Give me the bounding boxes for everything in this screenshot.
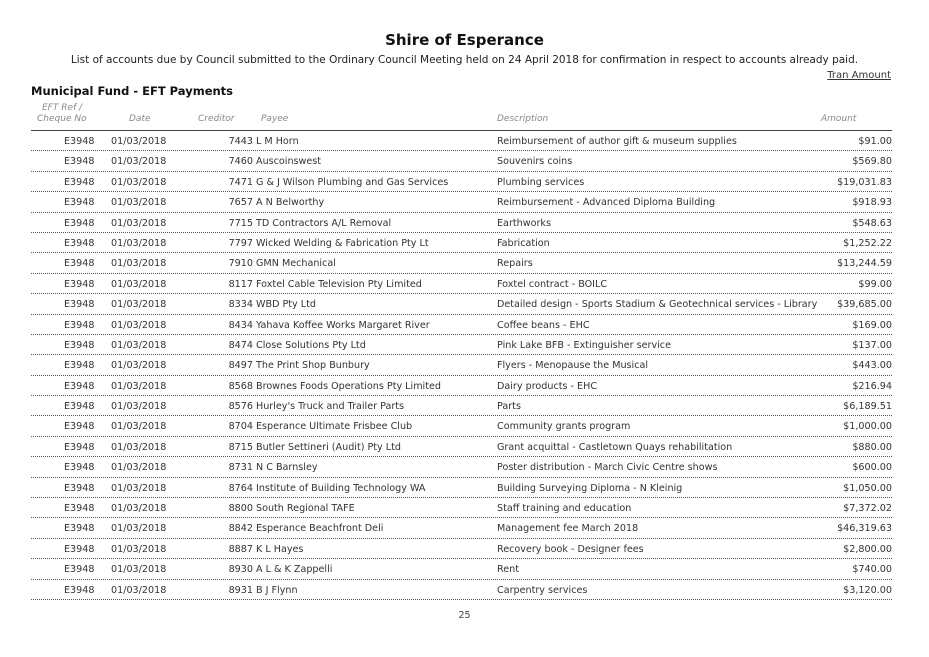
- cell-eft-ref: E3948: [64, 339, 95, 351]
- cell-eft-ref: E3948: [64, 584, 95, 596]
- cell-amount: $740.00: [852, 564, 892, 576]
- table-row: [31, 192, 892, 212]
- col-header-description: Description: [497, 114, 549, 124]
- cell-payee: Esperance Ultimate Frisbee Club: [256, 421, 413, 433]
- cell-description: Earthworks: [497, 217, 551, 229]
- cell-description: Community grants program: [497, 421, 631, 433]
- table-row: [31, 172, 892, 192]
- cell-amount: $91.00: [858, 136, 892, 147]
- table-row: [31, 355, 892, 375]
- cell-amount: $1,000.00: [843, 421, 892, 433]
- cell-creditor: 7460: [228, 156, 253, 168]
- col-header-amount: Amount: [821, 114, 857, 124]
- cell-creditor: 8576: [228, 401, 253, 413]
- cell-description: Building Surveying Diploma - N Kleinig: [497, 482, 683, 494]
- cell-creditor: 7715: [228, 217, 253, 229]
- cell-eft-ref: E3948: [64, 237, 95, 249]
- cell-date: 01/03/2018: [111, 584, 167, 596]
- cell-description: Repairs: [497, 258, 533, 270]
- cell-amount: $39,685.00: [837, 299, 892, 311]
- cell-creditor: 7657: [228, 197, 253, 209]
- table-row: [31, 518, 892, 538]
- cell-eft-ref: E3948: [64, 258, 95, 270]
- cell-amount: $6,189.51: [843, 401, 892, 413]
- cell-payee: Esperance Beachfront Deli: [256, 523, 384, 535]
- table-row: [31, 274, 892, 294]
- cell-creditor: 8764: [228, 482, 253, 494]
- cell-payee: Yahava Koffee Works Margaret River: [256, 319, 430, 331]
- cell-creditor: 8704: [228, 421, 253, 433]
- table-row: [31, 335, 892, 355]
- cell-description: Fabrication: [497, 237, 550, 249]
- cell-eft-ref: E3948: [64, 523, 95, 535]
- cell-eft-ref: E3948: [64, 462, 95, 474]
- cell-eft-ref: E3948: [64, 503, 95, 515]
- cell-date: 01/03/2018: [111, 299, 167, 311]
- cell-payee: Foxtel Cable Television Pty Limited: [256, 278, 422, 290]
- cell-amount: $918.93: [852, 197, 892, 209]
- cell-description: Souvenirs coins: [497, 156, 573, 168]
- cell-description: Pink Lake BFB - Extinguisher service: [497, 339, 671, 351]
- cell-creditor: 8931: [228, 584, 253, 596]
- cell-date: 01/03/2018: [111, 360, 167, 372]
- cell-payee: A L & K Zappelli: [256, 564, 333, 576]
- table-row: [31, 457, 892, 477]
- cell-eft-ref: E3948: [64, 217, 95, 229]
- table-row: [31, 539, 892, 559]
- cell-eft-ref: E3948: [64, 136, 95, 147]
- cell-amount: $7,372.02: [843, 503, 892, 515]
- cell-eft-ref: E3948: [64, 176, 95, 188]
- cell-payee: GMN Mechanical: [256, 258, 336, 270]
- cell-eft-ref: E3948: [64, 401, 95, 413]
- cell-description: Reimbursement of author gift & museum supplies: [497, 136, 737, 147]
- cell-eft-ref: E3948: [64, 156, 95, 168]
- table-row: [31, 416, 892, 436]
- cell-payee: TD Contractors A/L Removal: [256, 217, 392, 229]
- cell-amount: $548.63: [852, 217, 892, 229]
- cell-date: 01/03/2018: [111, 197, 167, 209]
- cell-creditor: 8715: [228, 441, 253, 453]
- cell-eft-ref: E3948: [64, 564, 95, 576]
- cell-date: 01/03/2018: [111, 237, 167, 249]
- cell-payee: G & J Wilson Plumbing and Gas Services: [256, 176, 449, 188]
- cell-creditor: 8842: [228, 523, 253, 535]
- cell-date: 01/03/2018: [111, 543, 167, 555]
- cell-payee: Hurley's Truck and Trailer Parts: [256, 401, 405, 413]
- table-row: [31, 253, 892, 273]
- cell-date: 01/03/2018: [111, 401, 167, 413]
- table-row: [31, 498, 892, 518]
- cell-creditor: 8497: [228, 360, 253, 372]
- cell-payee: B J Flynn: [256, 584, 298, 596]
- cell-payee: Butler Settineri (Audit) Pty Ltd: [256, 441, 401, 453]
- cell-date: 01/03/2018: [111, 564, 167, 576]
- cell-amount: $137.00: [852, 339, 892, 351]
- table-row: [31, 580, 892, 600]
- cell-payee: The Print Shop Bunbury: [256, 360, 370, 372]
- cell-creditor: 8800: [228, 503, 253, 515]
- payments-table: [31, 131, 892, 600]
- cell-description: Poster distribution - March Civic Centre shows: [497, 462, 718, 474]
- cell-date: 01/03/2018: [111, 503, 167, 515]
- table-row: [31, 478, 892, 498]
- cell-description: Reimbursement - Advanced Diploma Building: [497, 197, 716, 209]
- cell-description: Management fee March 2018: [497, 523, 639, 535]
- cell-amount: $569.80: [852, 156, 892, 168]
- cell-description: Parts: [497, 401, 521, 413]
- cell-date: 01/03/2018: [111, 176, 167, 188]
- cell-description: Coffee beans - EHC: [497, 319, 590, 331]
- table-row: [31, 213, 892, 233]
- cell-amount: $880.00: [852, 441, 892, 453]
- cell-creditor: 8474: [228, 339, 253, 351]
- table-row: [31, 437, 892, 457]
- section-heading: Municipal Fund - EFT Payments: [31, 84, 234, 98]
- cell-creditor: 7443: [228, 136, 253, 147]
- cell-date: 01/03/2018: [111, 523, 167, 535]
- cell-eft-ref: E3948: [64, 380, 95, 392]
- cell-payee: WBD Pty Ltd: [256, 299, 316, 311]
- cell-eft-ref: E3948: [64, 441, 95, 453]
- cell-eft-ref: E3948: [64, 360, 95, 372]
- cell-amount: $169.00: [852, 319, 892, 331]
- cell-description: Rent: [497, 564, 519, 576]
- cell-amount: $3,120.00: [843, 584, 892, 596]
- cell-date: 01/03/2018: [111, 258, 167, 270]
- cell-date: 01/03/2018: [111, 482, 167, 494]
- table-row: [31, 376, 892, 396]
- cell-date: 01/03/2018: [111, 278, 167, 290]
- table-row: [31, 233, 892, 253]
- document-title: Shire of Esperance: [385, 31, 544, 49]
- cell-date: 01/03/2018: [111, 421, 167, 433]
- cell-amount: $1,252.22: [843, 237, 892, 249]
- cell-creditor: 7471: [228, 176, 253, 188]
- cell-date: 01/03/2018: [111, 217, 167, 229]
- cell-description: Staff training and education: [497, 503, 632, 515]
- cell-creditor: 8887: [228, 543, 253, 555]
- cell-description: Plumbing services: [497, 176, 585, 188]
- cell-creditor: 8117: [228, 278, 253, 290]
- cell-description: Dairy products - EHC: [497, 380, 598, 392]
- table-row: [31, 294, 892, 314]
- cell-date: 01/03/2018: [111, 156, 167, 168]
- table-row: [31, 315, 892, 335]
- cell-eft-ref: E3948: [64, 421, 95, 433]
- table-row: [31, 559, 892, 579]
- cell-date: 01/03/2018: [111, 339, 167, 351]
- cell-creditor: 8334: [228, 299, 253, 311]
- cell-eft-ref: E3948: [64, 482, 95, 494]
- cell-payee: K L Hayes: [256, 543, 304, 555]
- cell-amount: $1,050.00: [843, 482, 892, 494]
- cell-description: Flyers - Menopause the Musical: [497, 360, 649, 372]
- col-header-ref-line1: EFT Ref /: [42, 103, 83, 113]
- table-row: [31, 396, 892, 416]
- cell-payee: Close Solutions Pty Ltd: [256, 339, 366, 351]
- page-number: 25: [458, 610, 471, 621]
- cell-payee: L M Horn: [256, 136, 299, 147]
- cell-payee: Wicked Welding & Fabrication Pty Lt: [256, 237, 429, 249]
- cell-eft-ref: E3948: [64, 543, 95, 555]
- cell-eft-ref: E3948: [64, 319, 95, 331]
- col-header-payee: Payee: [261, 114, 289, 124]
- col-header-creditor: Creditor: [198, 114, 235, 124]
- cell-eft-ref: E3948: [64, 197, 95, 209]
- tran-amount-label: Tran Amount: [827, 70, 891, 81]
- cell-creditor: 8731: [228, 462, 253, 474]
- cell-amount: $13,244.59: [837, 258, 892, 270]
- cell-eft-ref: E3948: [64, 299, 95, 311]
- cell-creditor: 8568: [228, 380, 253, 392]
- col-header-ref-line2: Cheque No: [37, 114, 87, 124]
- cell-creditor: 8434: [228, 319, 253, 331]
- cell-description: Recovery book - Designer fees: [497, 543, 644, 555]
- cell-date: 01/03/2018: [111, 136, 167, 147]
- cell-amount: $46,319.63: [837, 523, 892, 535]
- cell-payee: Institute of Building Technology WA: [256, 482, 426, 494]
- cell-description: Detailed design - Sports Stadium & Geotechnical services - Library: [497, 299, 818, 311]
- cell-description: Carpentry services: [497, 584, 588, 596]
- cell-date: 01/03/2018: [111, 462, 167, 474]
- document-subtitle: List of accounts due by Council submitted to the Ordinary Council Meeting held on 24 April 2018 for confirmation in respect to accounts already paid.: [70, 54, 859, 66]
- cell-date: 01/03/2018: [111, 380, 167, 392]
- cell-payee: N C Barnsley: [256, 462, 318, 474]
- cell-payee: South Regional TAFE: [256, 503, 355, 515]
- cell-payee: A N Belworthy: [256, 197, 325, 209]
- cell-creditor: 7910: [228, 258, 253, 270]
- cell-description: Grant acquittal - Castletown Quays rehabilitation: [497, 441, 733, 453]
- table-row: [31, 131, 892, 151]
- cell-eft-ref: E3948: [64, 278, 95, 290]
- cell-amount: $600.00: [852, 462, 892, 474]
- cell-amount: $2,800.00: [843, 543, 892, 555]
- table-row: [31, 151, 892, 171]
- cell-amount: $19,031.83: [837, 176, 892, 188]
- cell-amount: $216.94: [852, 380, 892, 392]
- cell-date: 01/03/2018: [111, 441, 167, 453]
- cell-amount: $443.00: [852, 360, 892, 372]
- cell-payee: Brownes Foods Operations Pty Limited: [256, 380, 441, 392]
- cell-creditor: 8930: [228, 564, 253, 576]
- cell-description: Foxtel contract - BOILC: [497, 278, 608, 290]
- cell-creditor: 7797: [228, 237, 253, 249]
- col-header-date: Date: [129, 114, 151, 124]
- cell-payee: Auscoinswest: [256, 156, 322, 168]
- cell-amount: $99.00: [858, 278, 892, 290]
- cell-date: 01/03/2018: [111, 319, 167, 331]
